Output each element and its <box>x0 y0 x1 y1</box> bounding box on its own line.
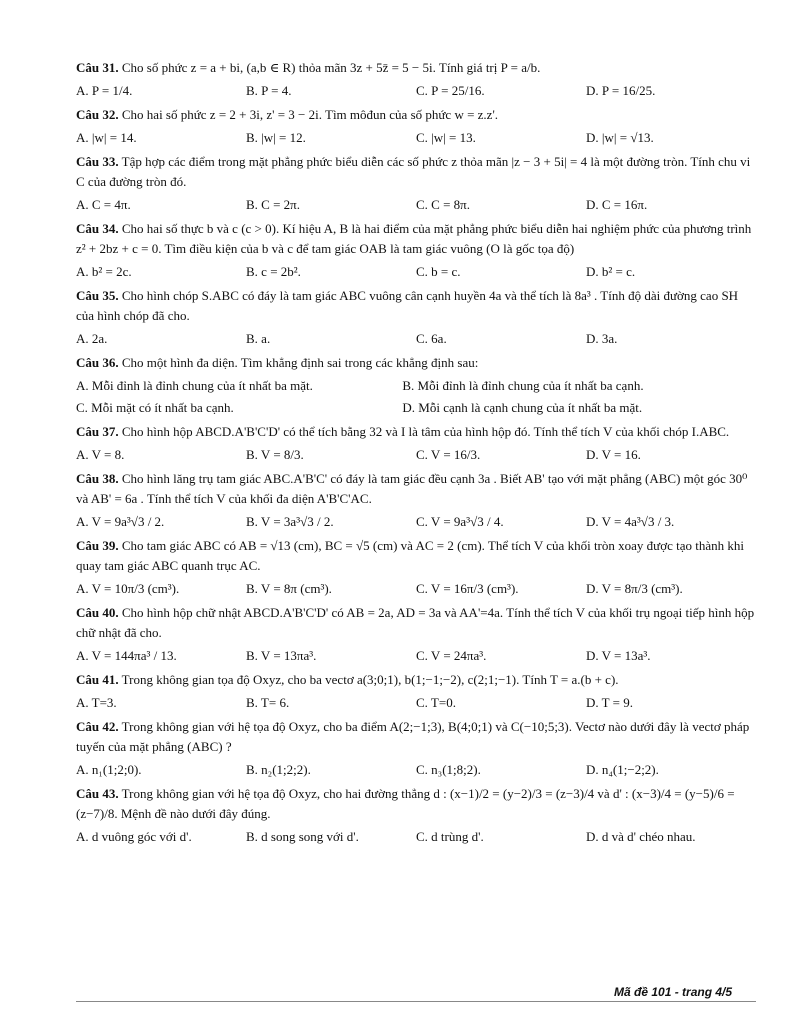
question-stem: Cho hình hộp ABCD.A'B'C'D' có thể tích bằng 32 và I là tâm của hình hộp đó. Tính thể tích V của khối chóp I.ABC. <box>121 424 730 439</box>
question-block <box>76 219 756 283</box>
question-block <box>76 58 756 102</box>
answer-option: D. V = 8π/3 (cm³). <box>586 581 683 596</box>
answer-option: A. V = 9a³√3 / 2. <box>76 514 165 529</box>
answer-options <box>76 692 756 714</box>
question-stem: Trong không gian tọa độ Oxyz, cho ba vectơ a(3;0;1), b(1;−1;−2), c(2;1;−1). Tính T = a.(b + c). <box>121 672 619 687</box>
answer-options <box>76 444 756 466</box>
question-number: Câu 31. <box>76 60 119 75</box>
answer-options <box>76 194 756 216</box>
answer-option: B. a. <box>246 331 271 346</box>
question-stem: Trong không gian với hệ tọa độ Oxyz, cho hai đường thẳng d : (x−1)/2 = (y−2)/3 = (z−3)/4 và d' : (x−3)/4 = (y−5)/6 = (z−7)/8. Mệnh đề nào dưới đây đúng. <box>76 786 735 821</box>
page-footer: Mã đề 101 - trang 4/5 <box>614 985 733 999</box>
question-block <box>76 717 756 781</box>
answer-option: B. c = 2b². <box>246 264 301 279</box>
question-number: Câu 41. <box>76 672 119 687</box>
answer-option: A. 2a. <box>76 331 108 346</box>
question-block <box>76 353 756 419</box>
answer-option: D. b² = c. <box>586 264 636 279</box>
question-block <box>76 152 756 216</box>
answer-option: A. d vuông góc với d'. <box>76 829 192 844</box>
answer-options <box>76 511 756 533</box>
answer-option: B. P = 4. <box>246 83 292 98</box>
question-number: Câu 40. <box>76 605 119 620</box>
answer-option: B. V = 8π (cm³). <box>246 581 332 596</box>
answer-option: C. d trùng d'. <box>416 829 484 844</box>
answer-option: D. Mỗi cạnh là cạnh chung của ít nhất ba mặt. <box>402 400 643 415</box>
answer-options <box>76 759 756 781</box>
question-stem: Cho hai số phức z = 2 + 3i, z' = 3 − 2i. Tìm môđun của số phức w = z.z'. <box>121 107 499 122</box>
answer-option: A. T=3. <box>76 695 117 710</box>
answer-option: A. Mỗi đỉnh là đỉnh chung của ít nhất ba mặt. <box>76 378 313 393</box>
answer-option: C. C = 8π. <box>416 197 470 212</box>
answer-option: D. V = 4a³√3 / 3. <box>586 514 675 529</box>
answer-option: B. V = 8/3. <box>246 447 304 462</box>
question-stem: Cho một hình đa diện. Tìm khẳng định sai trong các khẳng định sau: <box>121 355 479 370</box>
answer-option: D. V = 13a³. <box>586 648 651 663</box>
answer-option: B. n₂(1;2;2). <box>246 762 311 777</box>
answer-options <box>76 127 756 149</box>
question-text <box>76 717 756 757</box>
answer-option: B. |w| = 12. <box>246 130 306 145</box>
question-number: Câu 32. <box>76 107 119 122</box>
answer-option: D. P = 16/25. <box>586 83 656 98</box>
question-stem: Cho hình chóp S.ABC có đáy là tam giác ABC vuông cân cạnh huyền 4a và thể tích là 8a³ . Tính độ dài đường cao SH của hình chóp đã cho. <box>76 288 739 323</box>
answer-option: C. n₃(1;8;2). <box>416 762 481 777</box>
footer-rule <box>76 1001 756 1002</box>
question-block <box>76 286 756 350</box>
answer-option: D. C = 16π. <box>586 197 648 212</box>
question-block <box>76 105 756 149</box>
question-text <box>76 784 756 824</box>
question-text <box>76 422 756 442</box>
answer-option: D. |w| = √13. <box>586 130 654 145</box>
answer-option: C. 6a. <box>416 331 447 346</box>
answer-option: D. V = 16. <box>586 447 641 462</box>
question-text <box>76 219 756 259</box>
answer-options <box>76 80 756 102</box>
question-number: Câu 42. <box>76 719 119 734</box>
answer-options <box>76 578 756 600</box>
question-text <box>76 603 756 643</box>
answer-option: B. C = 2π. <box>246 197 300 212</box>
answer-option: A. V = 144πa³ / 13. <box>76 648 177 663</box>
answer-option: A. |w| = 14. <box>76 130 137 145</box>
answer-options <box>76 826 756 848</box>
question-number: Câu 43. <box>76 786 119 801</box>
exam-page <box>76 58 756 851</box>
answer-option: C. |w| = 13. <box>416 130 476 145</box>
question-number: Câu 37. <box>76 424 119 439</box>
question-stem: Cho tam giác ABC có AB = √13 (cm), BC = √5 (cm) và AC = 2 (cm). Thể tích V của khối tròn xoay được tạo thành khi quay tam giác ABC quanh trục AC. <box>76 538 744 573</box>
answer-option: C. V = 24πa³. <box>416 648 487 663</box>
question-number: Câu 34. <box>76 221 119 236</box>
answer-option: B. T= 6. <box>246 695 290 710</box>
question-number: Câu 33. <box>76 154 119 169</box>
question-block <box>76 670 756 714</box>
answer-option: A. V = 8. <box>76 447 125 462</box>
question-number: Câu 38. <box>76 471 119 486</box>
answer-option: B. Mỗi đỉnh là đỉnh chung của ít nhất ba cạnh. <box>402 378 644 393</box>
answer-option: A. C = 4π. <box>76 197 131 212</box>
question-text <box>76 353 756 373</box>
answer-option: C. V = 9a³√3 / 4. <box>416 514 504 529</box>
question-block <box>76 603 756 667</box>
answer-option: A. b² = 2c. <box>76 264 132 279</box>
answer-option: A. V = 10π/3 (cm³). <box>76 581 180 596</box>
question-number: Câu 39. <box>76 538 119 553</box>
question-number: Câu 36. <box>76 355 119 370</box>
question-stem: Cho hình lăng trụ tam giác ABC.A'B'C' có đáy là tam giác đều cạnh 3a . Biết AB' tạo với mặt phẳng (ABC) một góc 30⁰ và AB' = 6a . Tính thể tích V của khối đa diện A'B'C'AC. <box>76 471 748 506</box>
question-text <box>76 670 756 690</box>
question-stem: Cho số phức z = a + bi, (a,b ∈ R) thỏa mãn 3z + 5z̄ = 5 − 5i. Tính giá trị P = a/b. <box>121 60 541 75</box>
question-block <box>76 536 756 600</box>
question-stem: Cho hai số thực b và c (c > 0). Kí hiệu A, B là hai điểm của mặt phẳng phức biểu diễn hai nghiệm phức của phương trình z² + 2bz + c = 0. Tìm điều kiện của b và c để tam giác OAB là tam giác vuông (O là gốc tọa độ) <box>76 221 752 256</box>
answer-option: C. V = 16/3. <box>416 447 481 462</box>
question-text <box>76 286 756 326</box>
question-text <box>76 105 756 125</box>
question-number: Câu 35. <box>76 288 119 303</box>
answer-option: B. V = 3a³√3 / 2. <box>246 514 334 529</box>
answer-option: D. 3a. <box>586 331 618 346</box>
question-stem: Cho hình hộp chữ nhật ABCD.A'B'C'D' có AB = 2a, AD = 3a và AA'=4a. Tính thể tích V của khối trụ ngoại tiếp hình hộp chữ nhật đã cho. <box>76 605 755 640</box>
question-stem: Tập hợp các điểm trong mặt phẳng phức biểu diễn các số phức z thỏa mãn |z − 3 + 5i| = 4 là một đường tròn. Tính chu vi C của đường tròn đó. <box>76 154 751 189</box>
question-stem: Trong không gian với hệ tọa độ Oxyz, cho ba điểm A(2;−1;3), B(4;0;1) và C(−10;5;3). Vectơ nào dưới đây là vectơ pháp tuyến của mặt phẳng (ABC) ? <box>76 719 750 754</box>
answer-option: C. Mỗi mặt có ít nhất ba cạnh. <box>76 400 234 415</box>
question-text <box>76 152 756 192</box>
question-text <box>76 469 756 509</box>
question-block <box>76 422 756 466</box>
answer-option: B. V = 13πa³. <box>246 648 317 663</box>
answer-option: C. b = c. <box>416 264 461 279</box>
answer-option: A. P = 1/4. <box>76 83 133 98</box>
question-text <box>76 58 756 78</box>
question-block <box>76 784 756 848</box>
answer-options <box>76 645 756 667</box>
answer-option: C. T=0. <box>416 695 456 710</box>
question-text <box>76 536 756 576</box>
answer-options <box>76 375 756 419</box>
question-block <box>76 469 756 533</box>
answer-option: D. n₄(1;−2;2). <box>586 762 659 777</box>
answer-option: D. T = 9. <box>586 695 633 710</box>
answer-option: C. V = 16π/3 (cm³). <box>416 581 519 596</box>
answer-option: B. d song song với d'. <box>246 829 359 844</box>
answer-options <box>76 328 756 350</box>
answer-option: D. d và d' chéo nhau. <box>586 829 696 844</box>
answer-option: A. n₁(1;2;0). <box>76 762 142 777</box>
answer-options <box>76 261 756 283</box>
answer-option: C. P = 25/16. <box>416 83 485 98</box>
